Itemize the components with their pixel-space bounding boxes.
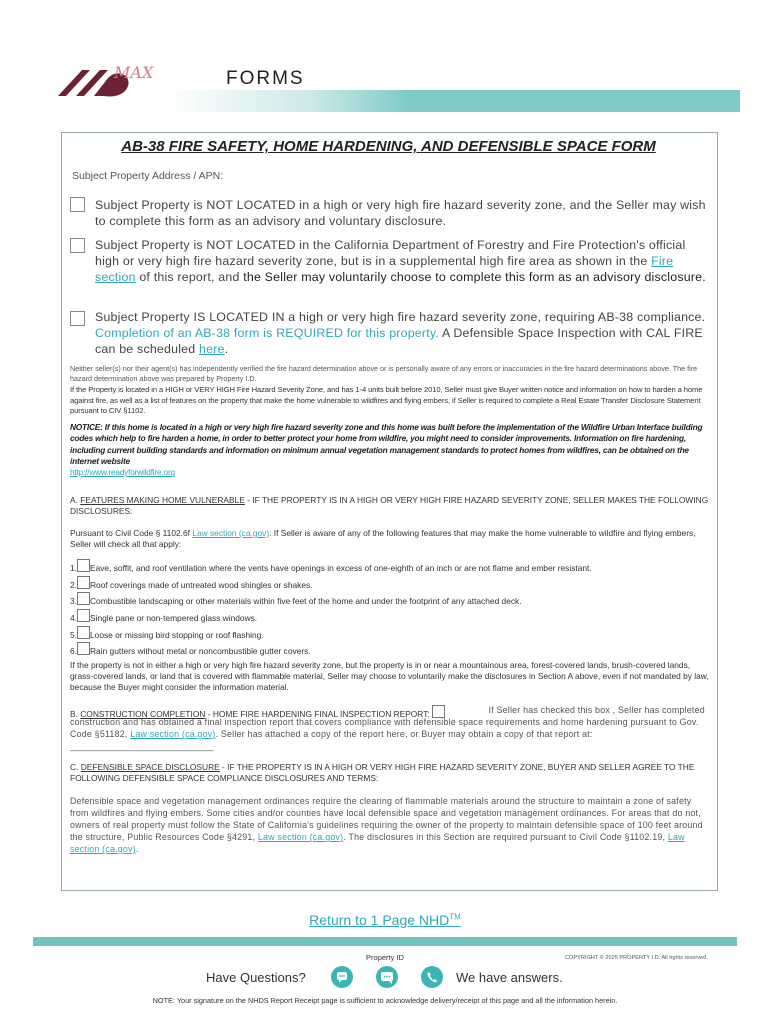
company-logo (56, 56, 166, 106)
section-a-heading: A. FEATURES MAKING HOME VULNERABLE - IF THE PROPERTY IS IN A HIGH OR VERY HIGH FIRE HAZARD SEVERITY ZONE, SELLER MAKES THE FOLLOWING DISCLOSURES: (70, 495, 709, 516)
section-b-text: If Seller has checked this box , Seller has completed construction and has obtained a final inspection report that covers compliance with defensible space requirements and home hardening pursuant to Gov. Code §51182, Law section (ca.gov). Seller has attached a copy of the report here, or Buyer may obtain a copy of that report at: ____________________________ (70, 705, 705, 751)
feature-checkbox[interactable] (77, 609, 90, 622)
list-item: 4. Single pane or non-tempered glass windows. (70, 609, 257, 623)
schedule-inspection-link[interactable]: here (199, 342, 225, 356)
form-title: AB-38 FIRE SAFETY, HOME HARDENING, AND DEFENSIBLE SPACE FORM (121, 138, 656, 155)
section-a-after: If the property is not in either a high or very high fire hazard severity zone, but the property is in or near a mountainous area, forest-covered lands, brush-covered lands, grass-covered lands, or land that is covered with flammable material, Seller may choose to voluntarily make the disclosures in Section A above, even if not mandated by law, because the Buyer might consider the information material. (70, 660, 709, 692)
phone-icon[interactable] (421, 966, 443, 988)
feature-checkbox[interactable] (77, 642, 90, 655)
feature-checkbox[interactable] (77, 626, 90, 639)
gov-code-link[interactable]: Law section (ca.gov) (130, 729, 216, 739)
option-not-located-text: Subject Property is NOT LOCATED in a high or very high fire hazard severity zone, and the Seller may wish to complete this form as an advisory and voluntary disclosure. (95, 198, 706, 228)
civil-code-link[interactable]: Law section (ca.gov) (192, 528, 270, 538)
option-supplemental-text: Subject Property is NOT LOCATED in the California Department of Forestry and Fire Protection's official high or very high fire hazard severity zone, but is in a supplemental high fire area as shown in the Fire section of this report, and the Seller may voluntarily choose to complete this form as an advisory disclosure. (95, 238, 706, 284)
option-not-located-checkbox[interactable] (70, 197, 85, 212)
list-item: 5. Loose or missing bird stopping or roof flashing. (70, 626, 264, 640)
footer-note: NOTE: Your signature on the NHDS Report Receipt page is sufficient to acknowledge delivery/receipt of this page and all the information herein. (152, 996, 618, 1005)
civil-code-1102-link[interactable]: Law section (ca.gov) (70, 832, 685, 854)
chat-icon[interactable] (331, 966, 353, 988)
list-item: 2. Roof coverings made of untreated wood shingles or shakes. (70, 576, 313, 590)
list-item: 6. Rain gutters without metal or noncombustible gutter covers. (70, 642, 311, 656)
section-b-heading: B. CONSTRUCTION COMPLETION - HOME FIRE HARDENING FINAL INSPECTION REPORT: (70, 705, 530, 720)
section-c-text: Defensible space and vegetation management ordinances require the clearing of flammable materials around the structure to maintain a zone of safety from wildfires and flying embers. Some cities and/or counties have local defensible space and vegetation management ordinances. For areas that do not, owners of real property must follow the State of California's guidelines requiring the owner of the property to maintain defensible space of 100 feet around the structure, Public Resources Code §4291, Law section (ca.gov). The disclosures in this Section are required pursuant to Civil Code §1102.19, Law section (ca.gov). (70, 796, 703, 854)
property-id-label: Property ID (366, 953, 404, 962)
feature-checkbox[interactable] (77, 559, 90, 572)
readyforwildfire-link[interactable]: http://www.readyforwildfire.org (70, 467, 175, 478)
logo-text: MAX (114, 63, 154, 82)
notice-paragraph: NOTICE: If this home is located in a high or very high fire hazard severity zone and this home was built before the implementation of the Wildfire Urban Interface building codes which help to fire harden a home, in order to better protect your home from wildfire, you might need to consider improvements. Information on fire hardening, including current building standards and information on minimum annual vegetation management standards to protect homes from wildfires, can be obtained on the internet website http://www.readyforwildfire.org (70, 422, 703, 478)
feature-checkbox[interactable] (77, 592, 90, 605)
subject-address-label: Subject Property Address / APN: (72, 170, 224, 182)
disclaimer-high-zone: If the Property is located in a HIGH or VERY HIGH Fire Hazard Severity Zone, and has 1-4 units built before 2010, Seller must give Buyer written notice and information on how to harden a home against fire, as well as a list of features on the property that make the home vulnerable to wildfires and flying embers, if Seller is required to complete a Real Estate Transfer Disclosure Statement pursuant to CIV §1102. (70, 385, 703, 415)
option-supplemental-checkbox[interactable] (70, 238, 85, 253)
we-have-answers-text: We have answers. (456, 970, 563, 985)
footer-bar (33, 937, 737, 946)
message-icon[interactable] (376, 966, 398, 988)
have-questions-text: Have Questions? (206, 970, 306, 985)
disclaimer-verification: Neither seller(s) nor their agent(s) has independently verified the fire hazard determination above or is personally aware of any errors or inaccuracies in the fire hazard determinations above. The fire hazard determination above was prepared by Property I.D. (70, 364, 698, 383)
section-a-intro: Pursuant to Civil Code § 1102.6f Law section (ca.gov): If Seller is aware of any of the following features that may make the home vulnerable to wildfire and flying embers, Seller will check all that apply: (70, 528, 696, 549)
public-resources-code-link[interactable]: Law section (ca.gov) (257, 832, 344, 842)
list-item: 3. Combustible landscaping or other materials within five feet of the home and under the footprint of any attached deck. (70, 592, 522, 606)
feature-checkbox[interactable] (77, 576, 90, 589)
option-located-text: Subject Property IS LOCATED IN a high or very high fire hazard severity zone, requiring AB-38 compliance. Completion of an AB-38 form is REQUIRED for this property. A Defensible Space Inspection with CAL FIRE can be scheduled here. (95, 310, 706, 356)
section-c-heading: C. DEFENSIBLE SPACE DISCLOSURE - IF THE PROPERTY IS IN A HIGH OR VERY HIGH FIRE HAZARD SEVERITY ZONE, BUYER AND SELLER AGREE TO THE FOLLOWING DEFENSIBLE SPACE COMPLIANCE DISCLOSURES AND TERMS: (70, 762, 695, 783)
return-to-nhd-link[interactable]: Return to 1 Page NHD™ (309, 912, 461, 928)
page-title: FORMS (226, 68, 305, 89)
list-item: 1. Eave, soffit, and roof ventilation where the vents have openings in excess of one-eighth of an inch or are not flame and ember resistant. (70, 559, 592, 573)
header-bar-gradient (168, 90, 408, 112)
fire-section-link[interactable]: Fire section (95, 254, 674, 284)
copyright-text: COPYRIGHT © 2025 PROPERTY I.D. All rights reserved. (565, 955, 708, 961)
option-located-checkbox[interactable] (70, 311, 85, 326)
